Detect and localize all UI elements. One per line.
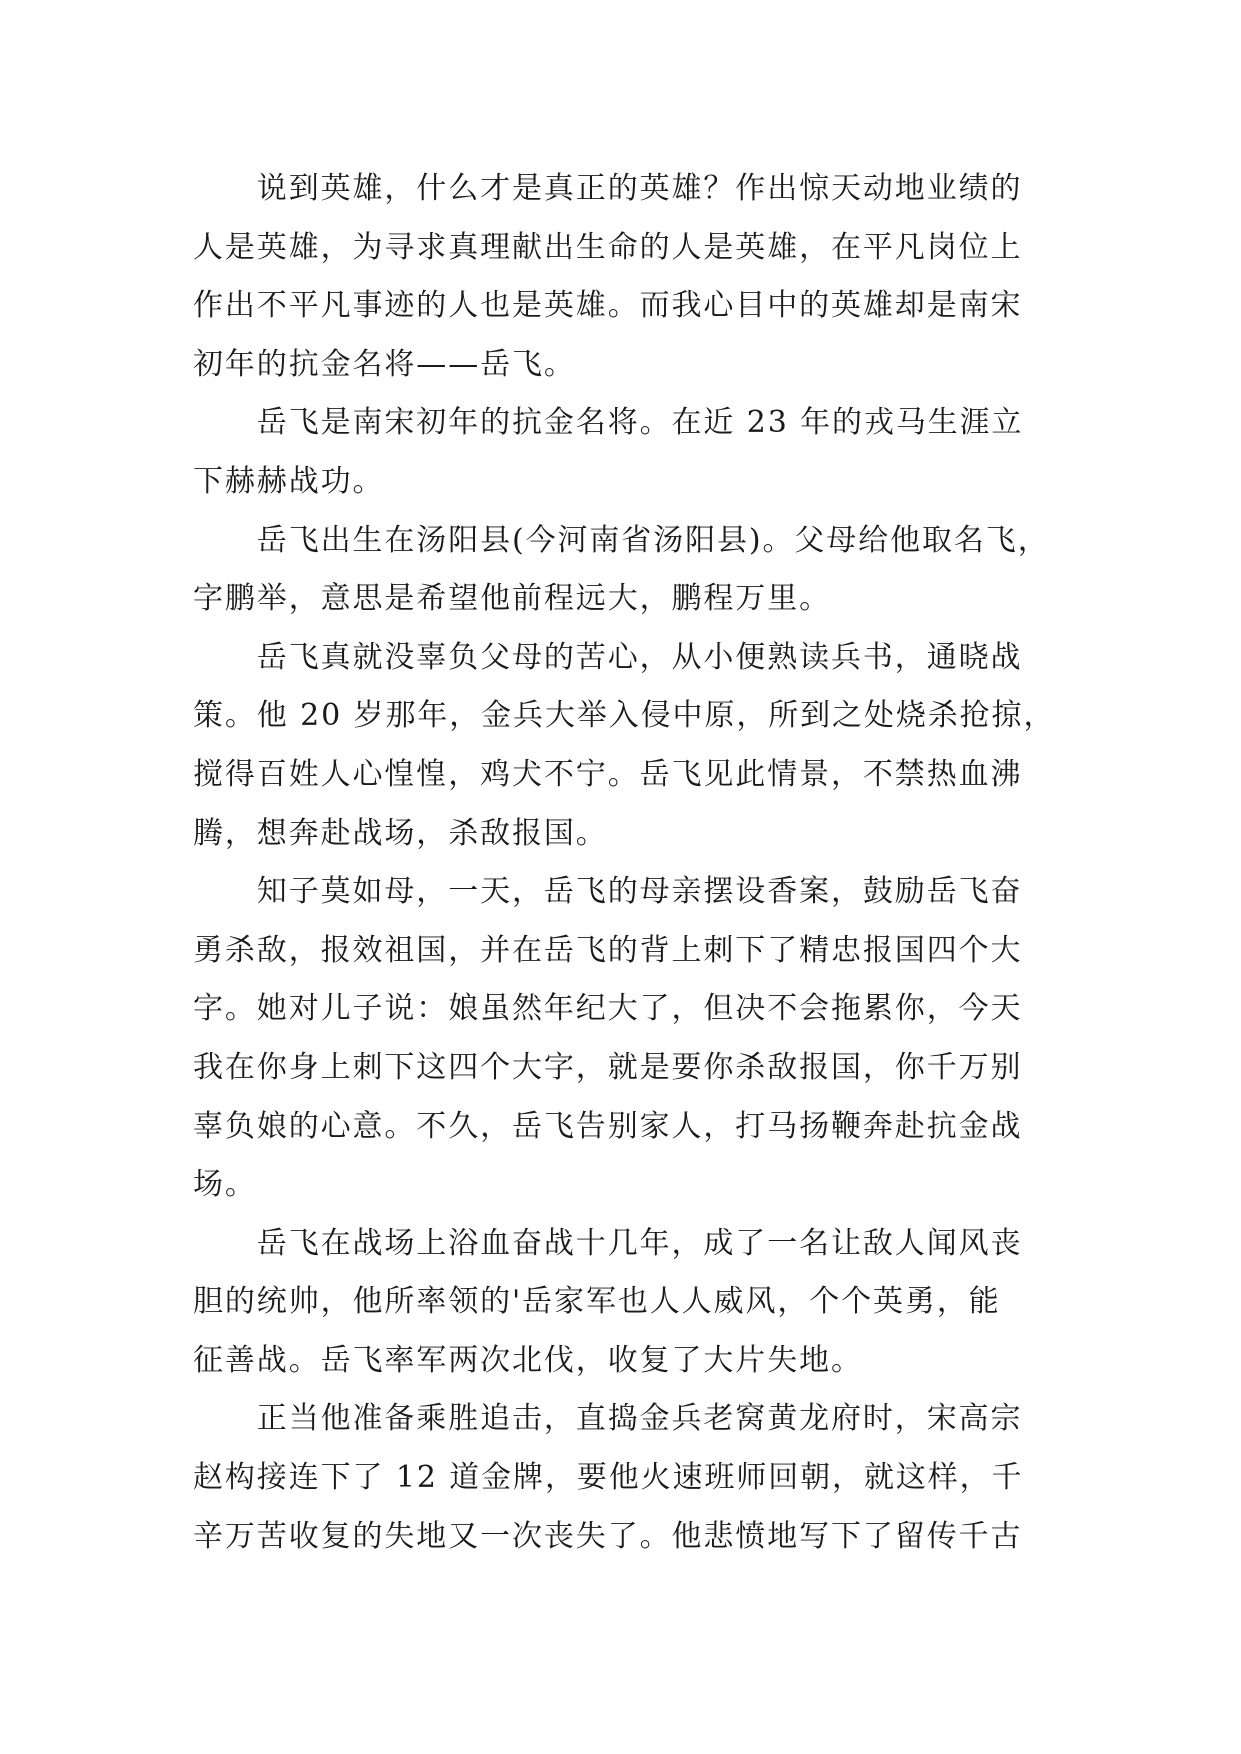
text-line: 我在你身上刺下这四个大字，就是要你杀敌报国，你千万别 [193, 1049, 1023, 1085]
text-line: 岳飞真就没辜负父母的苦心，从小便熟读兵书，通晓战 [193, 639, 1023, 675]
paragraph-5 [193, 863, 1063, 1215]
text-line: 征善战。岳飞率军两次北伐，收复了大片失地。 [193, 1342, 863, 1378]
paragraph-7 [193, 1390, 1063, 1566]
text-line: 作出不平凡事迹的人也是英雄。而我心目中的英雄却是南宋 [193, 288, 1023, 324]
text-line: 知子莫如母，一天，岳飞的母亲摆设香案，鼓励岳飞奋 [193, 874, 1023, 910]
text-line: 岳飞出生在汤阳县(今河南省汤阳县)。父母给他取名飞， [193, 522, 1050, 558]
paragraph-3 [193, 512, 1063, 629]
paragraph-1 [193, 160, 1063, 394]
text-line: 岳飞在战场上浴血奋战十几年，成了一名让敌人闻风丧 [193, 1225, 1023, 1261]
text-line: 腾，想奔赴战场，杀敌报国。 [193, 815, 608, 851]
text-line: 赵构接连下了 12 道金牌，要他火速班师回朝，就这样，千 [193, 1460, 1024, 1496]
text-line: 场。 [193, 1167, 257, 1203]
text-line: 下赫赫战功。 [193, 463, 385, 499]
text-line: 人是英雄，为寻求真理献出生命的人是英雄，在平凡岗位上 [193, 229, 1023, 265]
article-body [193, 160, 1063, 1566]
text-line: 辜负娘的心意。不久，岳飞告别家人，打马扬鞭奔赴抗金战 [193, 1108, 1023, 1144]
paragraph-6 [193, 1215, 1063, 1391]
paragraph-4 [193, 629, 1063, 863]
text-line: 胆的统帅，他所率领的'岳家军也人人威风，个个英勇，能 [193, 1284, 1001, 1320]
paragraph-2 [193, 394, 1063, 511]
text-line: 正当他准备乘胜追击，直捣金兵老窝黄龙府时，宋高宗 [193, 1401, 1023, 1437]
text-line: 搅得百姓人心惶惶，鸡犬不宁。岳飞见此情景，不禁热血沸 [193, 756, 1023, 792]
text-line: 辛万苦收复的失地又一次丧失了。他悲愤地写下了留传千古 [193, 1518, 1023, 1554]
text-line: 岳飞是南宋初年的抗金名将。在近 23 年的戎马生涯立 [193, 405, 1024, 441]
text-line: 策。他 20 岁那年，金兵大举入侵中原，所到之处烧杀抢掠， [193, 698, 1056, 734]
text-line: 勇杀敌，报效祖国，并在岳飞的背上刺下了精忠报国四个大 [193, 932, 1023, 968]
text-line: 字。她对儿子说：娘虽然年纪大了，但决不会拖累你，今天 [193, 991, 1023, 1027]
text-line: 初年的抗金名将——岳飞。 [193, 346, 576, 382]
text-line: 字鹏举，意思是希望他前程远大，鹏程万里。 [193, 581, 831, 617]
text-line: 说到英雄，什么才是真正的英雄？作出惊天动地业绩的 [193, 171, 1023, 206]
